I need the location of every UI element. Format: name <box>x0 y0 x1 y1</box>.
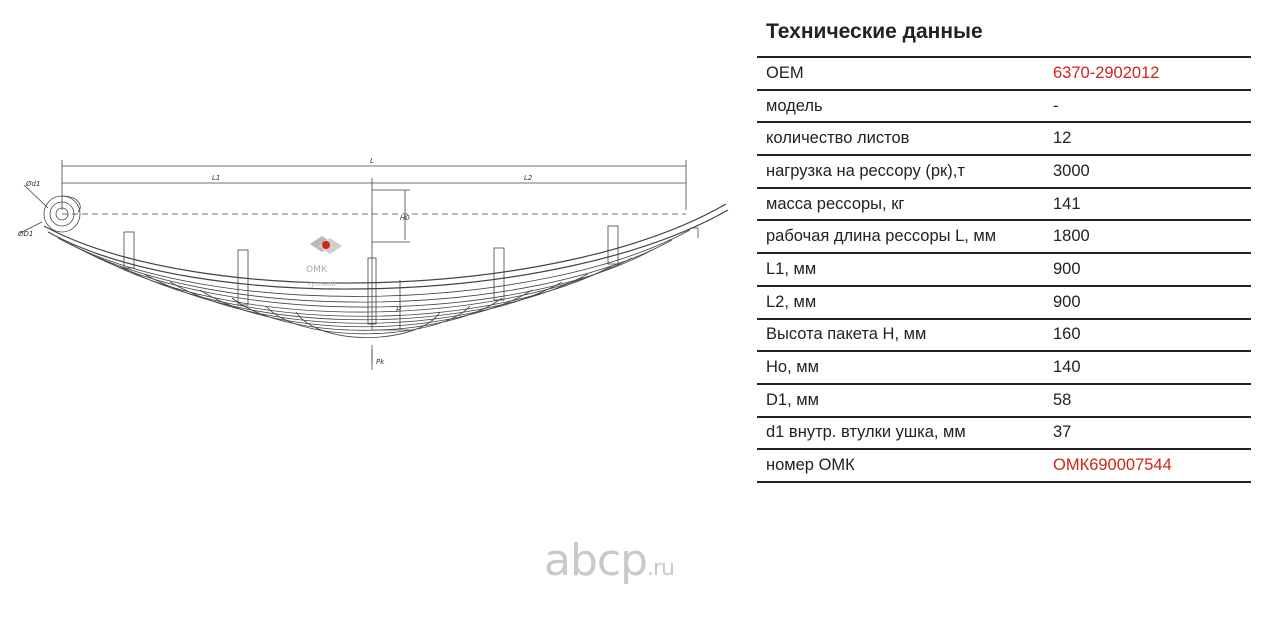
dim-label-d1: Ød1 <box>26 180 41 188</box>
spec-label: рабочая длина рессоры L, мм <box>757 220 1044 253</box>
logo-text: ОМК <box>306 265 328 275</box>
omk-logo-icon <box>306 236 342 288</box>
spec-label: Ho, мм <box>757 351 1044 384</box>
spec-value: - <box>1044 90 1251 123</box>
dim-label-H0: H0 <box>400 214 410 222</box>
spec-row <box>757 319 1251 352</box>
spec-row <box>757 90 1251 123</box>
dim-label-L1: L1 <box>212 174 221 182</box>
spec-table <box>757 56 1251 483</box>
spec-label: L1, мм <box>757 253 1044 286</box>
spec-label: OEM <box>757 57 1044 90</box>
watermark-suffix: .ru <box>647 556 674 581</box>
spec-row <box>757 384 1251 417</box>
spec-value: 900 <box>1044 286 1251 319</box>
spec-row <box>757 220 1251 253</box>
spec-value: 1800 <box>1044 220 1251 253</box>
spec-label: номер ОМК <box>757 449 1044 482</box>
spec-row <box>757 449 1251 482</box>
logo-subtext: Чусовой <box>306 280 337 288</box>
spec-row <box>757 253 1251 286</box>
spec-label: D1, мм <box>757 384 1044 417</box>
spec-label: количество листов <box>757 122 1044 155</box>
leaf-spring-drawing <box>0 140 740 380</box>
spec-label: Высота пакета H, мм <box>757 319 1044 352</box>
spec-row <box>757 188 1251 221</box>
spec-label: нагрузка на рессору (рк),т <box>757 155 1044 188</box>
spec-value: 58 <box>1044 384 1251 417</box>
spec-row <box>757 417 1251 450</box>
spec-value: 160 <box>1044 319 1251 352</box>
dim-label-H: H <box>396 306 402 314</box>
dim-label-L2: L2 <box>524 174 533 182</box>
spec-row <box>757 155 1251 188</box>
spec-value: 141 <box>1044 188 1251 221</box>
spec-value: 6370-2902012 <box>1044 57 1251 90</box>
spec-label: модель <box>757 90 1044 123</box>
spec-label: масса рессоры, кг <box>757 188 1044 221</box>
spec-row <box>757 286 1251 319</box>
spec-label: L2, мм <box>757 286 1044 319</box>
spec-row <box>757 351 1251 384</box>
spec-row <box>757 122 1251 155</box>
spec-row <box>757 57 1251 90</box>
spec-title: Технические данные <box>766 20 983 43</box>
dim-label-L: L <box>370 157 374 165</box>
spec-value: 900 <box>1044 253 1251 286</box>
spec-panel <box>757 18 1251 483</box>
dim-label-D1: ØD1 <box>18 230 34 238</box>
spec-value: 140 <box>1044 351 1251 384</box>
spec-value: 3000 <box>1044 155 1251 188</box>
spec-label: d1 внутр. втулки ушка, мм <box>757 417 1044 450</box>
spec-value: 37 <box>1044 417 1251 450</box>
watermark-main: abcp <box>544 535 648 586</box>
spec-value: ОМК690007544 <box>1044 449 1251 482</box>
load-label: Pk <box>376 358 385 366</box>
abcp-watermark <box>544 535 674 586</box>
spec-value: 12 <box>1044 122 1251 155</box>
